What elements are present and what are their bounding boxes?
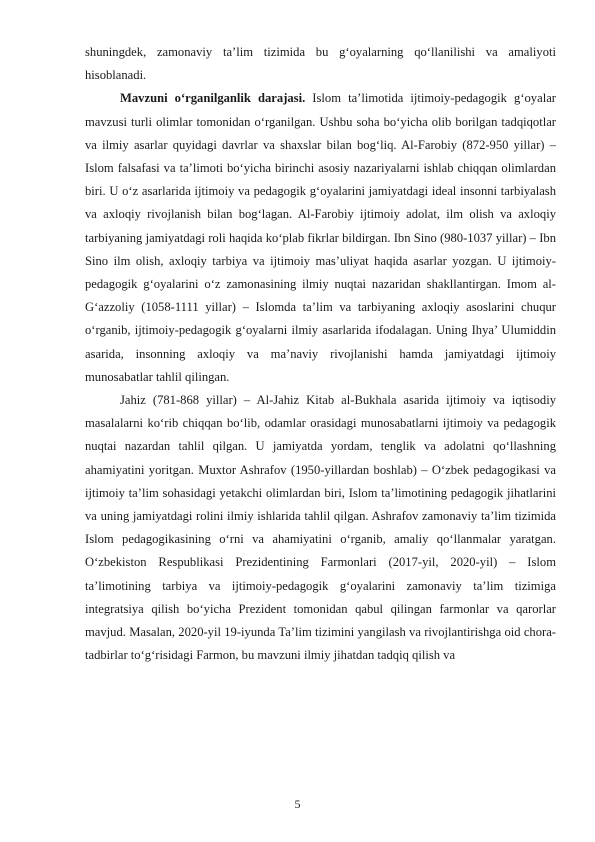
page-number: 5: [294, 797, 301, 811]
paragraph-text: Islom ta’limotida ijtimoiy-pedagogik g‘oyalar mavzusi turli olimlar tomonidan o‘rganilgan. Ushbu soha bo‘yicha olib borilgan tadqiqotlar va ilmiy asarlar quyidagi davrlar va shaxslar bilan bog‘liq. Al-Farobiy (872-950 yillar) – Islom falsafasi va ta’limoti bo‘yicha birinchi asosiy nazariyalarni ishlab chiqqan olimlardan biri. U o‘z asarlarida ijtimoiy va pedagogik g‘oyalarini jamiyatdagi ideal insonni tarbiyalash va axloqiy rivojlanish bilan bog‘lagan. Al-Farobiy ijtimoiy adolat, ilm olish va axloqiy tarbiyaning jamiyatdagi roli haqida ko‘plab fikrlar bildirgan. Ibn Sino (980-1037 yillar) – Ibn Sino ilm olish, axloqiy tarbiya va ijtimoiy mas’uliyat haqida asarlar yozgan. U ijtimoiy-pedagogik g‘oyalarini o‘z zamonasining ilmiy nuqtai nazaridan shakllantirgan. Imom al-G‘azzoliy (1058-1111 yillar) – Islomda ta’lim va tarbiyaning axloqiy asoslarini chuqur o‘rganib, ijtimoiy-pedagogik g‘oyalarni ilmiy asarlarida ifodalagan. Uning Ihya’ Ulumiddin asarida, insonning axloqiy va ma’naviy rivojlanishi hamda jamiyatdagi ijtimoiy munosabatlar tahlil qilingan.: [85, 91, 556, 384]
paragraph-heading: Mavzuni o‘rganilganlik darajasi.: [120, 91, 306, 106]
paragraph-jahiz: [85, 389, 556, 667]
document-body: [85, 41, 556, 667]
paragraph-text: Jahiz (781-868 yillar) – Al-Jahiz Kitab al-Bukhala asarida ijtimoiy va iqtisodiy masalalarni ko‘rib chiqqan bo‘lib, odamlar orasidagi munosabatlarni ijtimoiy va pedagogik nuqtai nazardan tahlil qilgan. U jamiyatda yordam, tenglik va adolatni qo‘llashning ahamiyatini yoritgan. Muxtor Ashrafov (1950-yillardan boshlab) – O‘zbek pedagogikasi va ijtimoiy ta’lim sohasidagi yetakchi olimlardan biri, Islom ta’limotining pedagogik jihatlarini va uning jamiyatdagi rolini ilmiy ishlarida tahlil qilgan. Ashrafov zamonaviy ta’lim tizimida Islom pedagogikasining o‘rni va ahamiyatini o‘rganib, amaliy qo‘llanmalar yaratgan. O‘zbekiston Respublikasi Prezidentining Farmonlari (2017-yil, 2020-yil) – Islom ta’limotining tarbiya va ijtimoiy-pedagogik g‘oyalarini zamonaviy ta’lim tizimiga integratsiya qilish bo‘yicha Prezident tomonidan qabul qilingan farmonlar va qarorlar mavjud. Masalan, 2020-yil 19-iyunda Ta’lim tizimini yangilash va rivojlantirishga oid chora-tadbirlar to‘g‘risidagi Farmon, bu mavzuni ilmiy jihatdan tadqiq qilish va: [85, 393, 556, 663]
paragraph-text: shuningdek, zamonaviy ta’lim tizimida bu g‘oyalarning qo‘llanilishi va amaliyoti hisoblanadi.: [85, 45, 556, 83]
paragraph-research-level: [85, 87, 556, 389]
paragraph-continuation: [85, 41, 556, 87]
